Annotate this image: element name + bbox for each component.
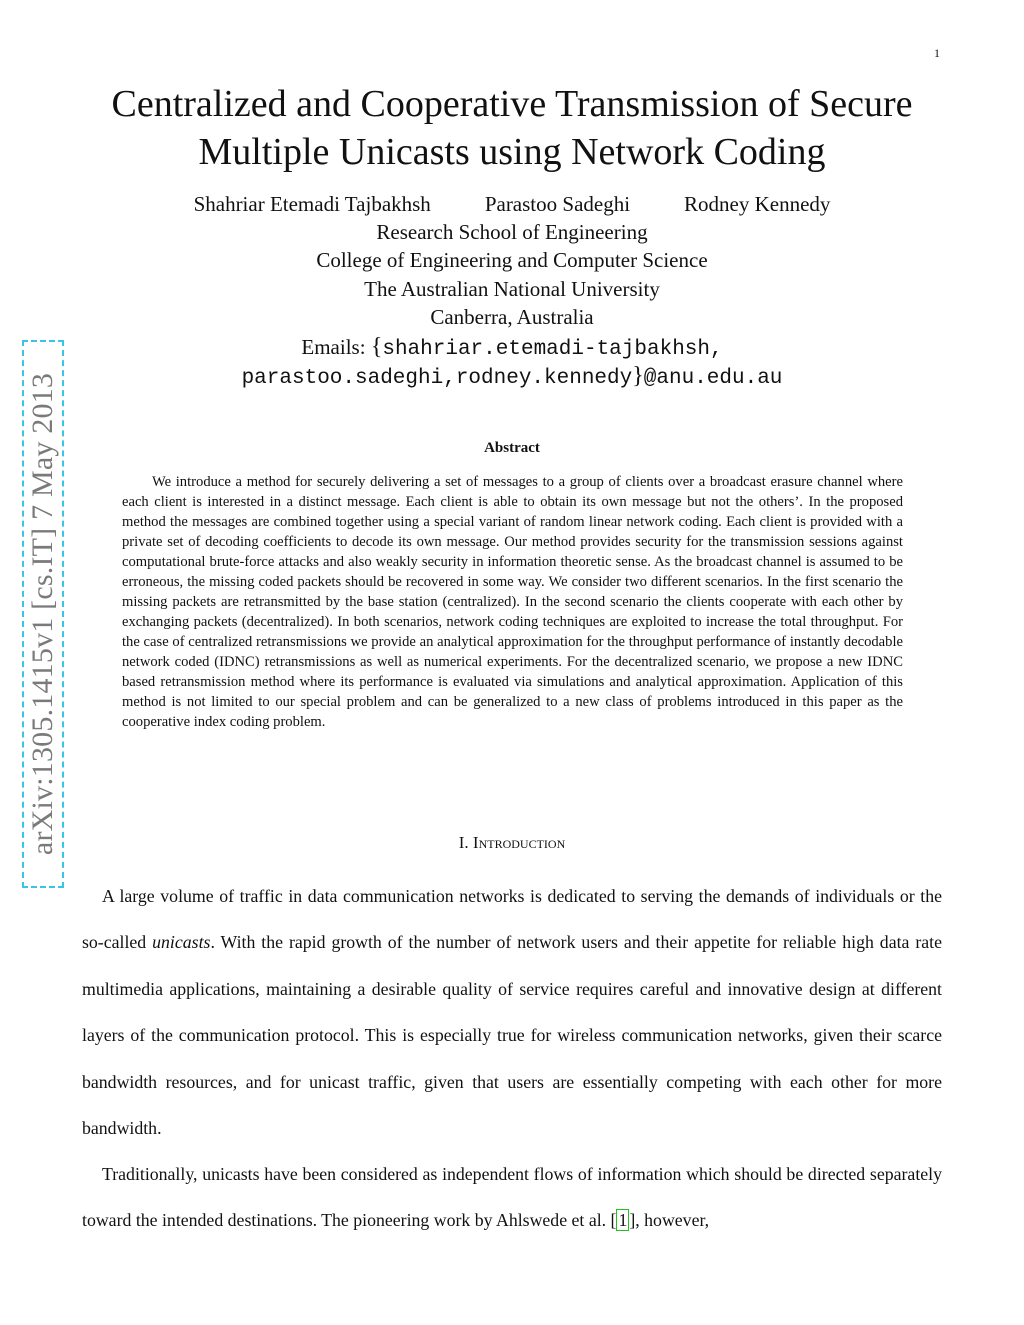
- intro-p2-text-a: Traditionally, unicasts have been considered as independent flows of information which should be directed separately toward the intended destinations. The pioneering work by Ahlswede et al. [: [82, 1164, 942, 1231]
- citation-link[interactable]: 1: [618, 1210, 628, 1231]
- author-list: [60, 190, 964, 218]
- email-address-2: parastoo.sadeghi,rodney.kennedy: [241, 367, 633, 390]
- email-line-2: [60, 362, 964, 393]
- intro-p2-text-b: ], however,: [629, 1210, 710, 1231]
- section-number: I.: [458, 833, 469, 852]
- page-number: 1: [934, 46, 940, 60]
- email-close-brace: }: [632, 363, 644, 389]
- affiliation-university: The Australian National University: [364, 277, 660, 301]
- section-heading: [60, 833, 964, 853]
- email-domain: @anu.edu.au: [643, 367, 783, 390]
- affiliation-school: Research School of Engineering: [376, 220, 648, 244]
- author-name: Rodney Kennedy: [684, 192, 831, 216]
- title-line-1: Centralized and Cooperative Transmission of Secure: [111, 83, 913, 125]
- affiliation-location: Canberra, Australia: [430, 305, 594, 329]
- abstract-text: We introduce a method for securely delivering a set of messages to a group of clients over a broadcast erasure channel where each client is interested in a distinct message. Each client is able to obtain its own message but not the others’. In the proposed method the messages are combined together using a special variant of random linear network coding. Each client is provided with a private set of decoding coefficients to decode its own message. Our method provides security for the transmission sessions against computational brute-force attacks and also weakly security in information theoretic sense. As the broadcast channel is assumed to be erroneous, the missing coded packets should be recovered in some way. We consider two different scenarios. In the first scenario the missing packets are retransmitted by the base station (centralized). In the second scenario the clients cooperate with each other by exchanging packets (decentralized). In both scenarios, network coding techniques are exploited to increase the total throughput. For the case of centralized retransmissions we provide an analytical approximation for the throughput performance of instantly decodable network coded (IDNC) retransmissions as well as numerical experiments. For the decentralized scenario, we propose a new IDNC based retransmission method where its performance is evaluated via simulations and analytical approximation. Application of this method is not limited to our special problem and can be generalized to a new class of problems introduced in this paper as the cooperative index coding problem.: [122, 474, 903, 730]
- author-name: Shahriar Etemadi Tajbakhsh: [193, 192, 431, 216]
- email-address-1: shahriar.etemadi-tajbakhsh,: [382, 338, 723, 361]
- intro-p1-text-a: A large volume of traffic in data communication networks is dedicated to serving the demands of individuals or the so-called: [82, 886, 942, 953]
- affiliation-college: College of Engineering and Computer Science: [316, 248, 708, 272]
- intro-p1-text-b: . With the rapid growth of the number of network users and their appetite for reliable high data rate multimedia applications, maintaining a desirable quality of service requires careful and innovative design at different layers of the communication protocol. This is especially true for wireless communication networks, given their scarce bandwidth resources, and for unicast traffic, given that users are essentially competing with each other for more bandwidth.: [82, 932, 943, 1139]
- section-title: Introduction: [472, 833, 566, 852]
- arxiv-stamp-text: arXiv:1305.1415v1 [cs.IT] 7 May 2013: [26, 372, 59, 856]
- author-name: Parastoo Sadeghi: [484, 192, 631, 216]
- title-line-2: Multiple Unicasts using Network Coding: [198, 131, 826, 173]
- paper-title: [60, 80, 964, 176]
- arxiv-stamp: [22, 340, 64, 888]
- abstract-heading: Abstract: [484, 440, 540, 456]
- email-line-1: [60, 333, 964, 364]
- email-prefix: Emails:: [301, 335, 371, 359]
- intro-paragraph-2: [82, 1151, 942, 1244]
- email-open-brace: {: [370, 334, 383, 360]
- intro-p1-emphasis: unicasts: [152, 932, 211, 953]
- intro-paragraph-1: [82, 873, 942, 1151]
